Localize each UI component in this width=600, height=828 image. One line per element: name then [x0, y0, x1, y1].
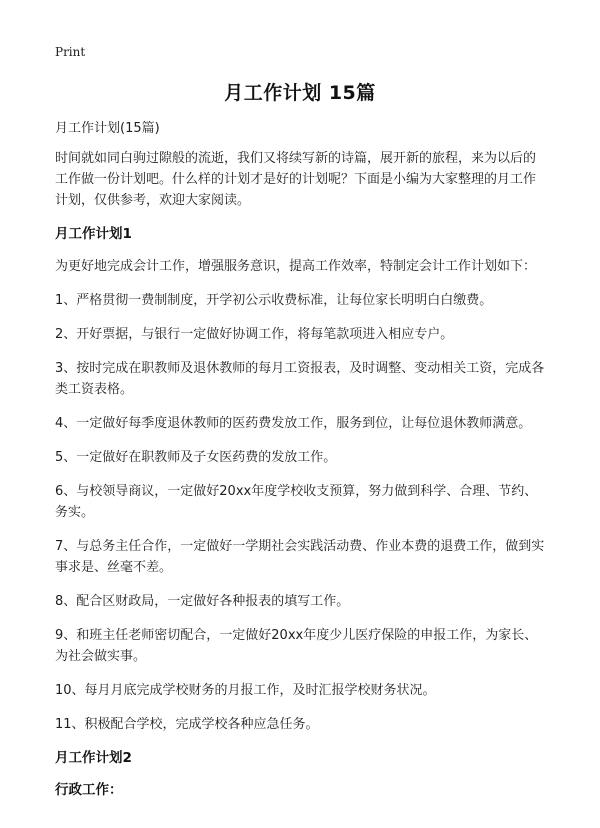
intro-paragraph: 时间就如同白驹过隙般的流逝，我们又将续写新的诗篇，展开新的旅程，来为以后的工作做一份计划吧。什么样的计划才是好的计划呢？下面是小编为大家整理的月工作计划，仅供参考，欢迎大家阅读。 — [55, 151, 537, 208]
print-link[interactable]: Print — [55, 45, 86, 59]
list-item-8: 8、配合区财政局，一定做好各种报表的填写工作。 — [55, 594, 350, 609]
page-title: 月工作计划 15篇 — [224, 82, 376, 104]
section-2-heading: 月工作计划2 — [55, 750, 132, 766]
list-item-2: 2、开好票据，与银行一定做好协调工作，将每笔款项进入相应专户。 — [55, 327, 454, 342]
list-item-4: 4、一定做好每季度退休教师的医药费发放工作，服务到位，让每位退休教师满意。 — [55, 416, 532, 431]
document-subtitle: 月工作计划(15篇) — [55, 121, 160, 136]
list-item-5: 5、一定做好在职教师及子女医药费的发放工作。 — [55, 450, 337, 465]
list-item-7: 7、与总务主任合作，一定做好一学期社会实践活动费、作业本费的退费工作，做到实事求是、丝毫不差。 — [55, 539, 545, 575]
list-item-11: 11、积极配合学校，完成学校各种应急任务。 — [55, 717, 319, 732]
section-2-subheading: 行政工作： — [55, 782, 123, 798]
list-item-3: 3、按时完成在职教师及退休教师的每月工资报表，及时调整、变动相关工资，完成各类工资表格。 — [55, 361, 545, 397]
section-1-lead: 为更好地完成会计工作，增强服务意识，提高工作效率，特制定会计工作计划如下： — [55, 259, 537, 274]
section-1-heading: 月工作计划1 — [55, 226, 132, 242]
document-body — [55, 118, 547, 801]
list-item-1: 1、严格贯彻一费制制度，开学初公示收费标准，让每位家长明明白白缴费。 — [55, 293, 493, 308]
list-item-6: 6、与校领导商议，一定做好20xx年度学校收支预算，努力做到科学、合理、节约、务实。 — [55, 484, 538, 520]
list-item-9: 9、和班主任老师密切配合，一定做好20xx年度少儿医疗保险的申报工作，为家长、为社会做实事。 — [55, 628, 538, 664]
list-item-10: 10、每月月底完成学校财务的月报工作，及时汇报学校财务状况。 — [55, 683, 436, 698]
